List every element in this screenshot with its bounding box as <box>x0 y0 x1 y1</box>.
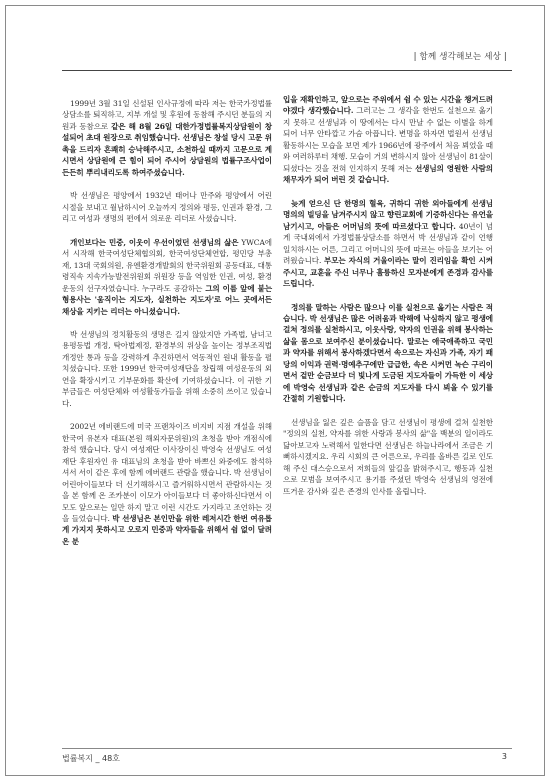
paragraph-text: 박 선생님의 정치활동의 생명은 길지 않았지만 가족법, 남녀고용평등법 개정, 탁아법제정, 환경부의 위상을 높이는 정부조직법 개정안 통과 등을 강력하게 추진하면서 역동적인 원내 활동을 펼치셨습니다. 또한 1999년 한국여성재단을 창립해 여성운동의 외연을 확장시키고 기부문화를 확산에 기여하셨습니다. 이 귀한 기부금들은 여성단체와 여성활동가들을 위해 소중히 쓰이고 있습니다. <box>62 329 272 408</box>
paragraph <box>283 417 493 497</box>
paragraph <box>62 98 272 178</box>
paragraph-emphasis: 정의를 말하는 사람은 많으나 이를 실천으로 옮기는 사람은 적습니다. 박 선생님은 많은 어려움과 박해에 낙심하지 않고 평생에 걸쳐 정의를 실천하시고, 이웃사랑, 약자의 인권을 위해 봉사하는 삶을 몸으로 보여주신 분이셨습니다. 말로는 애국애족하고 국민과 약자를 위해서 봉사하겠다면서 속으로는 자신과 가족, 자기 패당의 이익과 권력·명예추구에만 급급한, 속은 시커먼 녹슨 구리이면서 겉만 순금보다 더 빛나게 도금된 지도자들이 가득한 이 세상에 박영숙 선생님과 같은 순금의 지도자를 다시 뵈올 수 있기를 간절히 기원합니다. <box>283 302 493 404</box>
paragraph-emphasis: 개인보다는 민중, 이웃이 우선이었던 선생님의 삶은 <box>70 237 239 247</box>
paragraph-emphasis: 부모는 자식의 거울이라는 말이 진리임을 확인 시켜주시고, 교훈을 주신 너무나 훌륭하신 모자분에게 존경과 감사를 드립니다. <box>283 256 493 289</box>
footer-divider <box>62 748 512 749</box>
left-column <box>62 98 272 557</box>
header-divider <box>62 70 512 71</box>
paragraph-emphasis: 박 선생님은 본인만을 위한 레저시간 한번 여유롭게 가지지 못하시고 오로지 민중과 약자들을 위해서 쉼 없이 달려온 분 <box>62 514 272 546</box>
paragraph-text: 1999년 3월 31일 신설된 인사규정에 따라 저는 한국가정법률상담소를 퇴직하고, 지부 개설 및 후원에 동참해 주시던 분들의 지원과 동참으로 <box>62 99 272 131</box>
paragraph-emphasis: 그의 이름 앞에 붙는 형용사는 '움직이는 지도자, 실천하는 지도자'로 어느 곳에서든 채상을 지키는 리더는 아니셨습니다. <box>62 283 273 316</box>
paragraph-emphasis: 선생님의 영원한 사람의 채무자가 되어 버린 것 같습니다. <box>283 163 493 185</box>
paragraph <box>62 190 272 224</box>
paragraph-text: 2002년 에비랜드에 미국 프랜차이즈 비지비 지점 개설을 위해 한국여 유본자 대표(본원 해외자문위원)의 초청을 받아 개점식에 참석 했습니다. 당시 여성재단 이사장이신 박영숙 선생님도 여성재단 후원자인 유 대표님의 초청을 받아 바쁘신 와중에도 참석하셔서 서이 같은 후에 함께 에버랜드 관람을 했습니다. 박 선생님이 어린아이들보다 더 신기해하시고 즐거워하시면서 관람하시는 것을 본 함께 온 조카분이 이모가 아이들보다 더 좋아하신다면서 이모도 앞으로는 일만 하지 말고 이런 시간도 가지라고 조언하는 것을 들었습니다. <box>62 422 272 523</box>
paragraph-emphasis: 같은 해 8월 26일 대한가정법률복지상담원이 창설되어 초대 원장으로 취임했습니다. 선생님은 창설 당시 고문 위촉을 드리자 흔쾌히 승낙해주시고, 소천하실 때까지 고문으로 계시면서 상담원에 큰 힘이 되어 주시어 상담원의 법률구조사업이 든든히 뿌리내리도록 하여주셨습니다. <box>62 121 272 177</box>
paragraph-text: 그러고는 그 생각을 한번도 실천으로 옮기지 못하고 선생님과 이 땅에서는 다시 만날 수 없는 이별을 하게 되어 너무 안타깝고 가슴 아픕니다. 변명을 하자면 법원서 선생님 활동하시는 모습을 보면 제가 1966년에 광주에서 처음 뵈었을 때와 여러하루터 채행. 모습이 거의 변하시지 않아 선생님이 81살이 되셨다는 것을 전혀 인지하지 못해 저는 <box>283 106 493 173</box>
paragraph-emphasis: 입을 재확인하고, 앞으로는 주위에서 쉼 수 있는 시간을 챙겨드려야겠다 생각했습니다. <box>283 95 493 116</box>
paragraph-text: 박 선생님은 평양에서 1932년 태어나 만주와 평양에서 어린 시절을 보내고 월남하시어 오늘까지 정의와 평등, 인권과 환경, 그리고 여성과 생명의 편에서 의로운 리더로 사셨습니다. <box>62 191 272 224</box>
paragraph <box>283 94 493 186</box>
paragraph <box>62 421 272 547</box>
paragraph <box>283 198 493 290</box>
paragraph <box>283 302 493 405</box>
paragraph-emphasis: 늦게 얻으신 단 한명의 혈육, 귀하디 귀한 외아들에게 선생님 명의의 빌딩을 남겨주시지 않고 향린교회에 기증하신다는 유언을 남기시고, 아들은 어머님의 뜻에 따르셨다고 합니다. <box>283 198 493 231</box>
paragraph-text: 40년이 넘게 국내외에서 가정법률상담소를 하면서 박 선생님과 같이 언행일치하시는 어른, 그리고 어머니의 뜻에 따르는 아들을 보기는 어려웠습니다. <box>283 221 493 266</box>
paragraph-text: 선생님을 잃은 깊은 슬픔을 담고 선생님이 평생에 걸쳐 실천한 "정의의 실천, 약자를 위한 사랑과 봉사의 삶"을 백분의 일이라도 닮아보고자 노력해서 일한다면 선생님은 하늘나라에서 조금은 기뻐하시겠지요. 우리 시회의 큰 어른으로, 우리를 올바른 길로 인도해 주신 대스승으로서 저희들의 앞길을 밝혀주시고, 행동과 실천으로 모범을 보여주시고 용기를 주셨던 박영숙 선생님의 영전에 뜨거운 감사와 깊은 존경의 인사를 올립니다. <box>283 417 493 496</box>
publication-label: 법률복지 _ 48호 <box>62 754 120 763</box>
section-header: | 함께 생각해보는 세상 | <box>413 52 507 62</box>
paragraph <box>62 237 272 317</box>
paragraph <box>62 329 272 409</box>
right-column <box>283 94 493 509</box>
page-number: 3 <box>501 752 507 761</box>
paragraph-text: YWCA에서 시작해 한국여성단체협의회, 한국여성단체연합, 평민당 부총재, 13대 국회의원, 유엔환경개발회의 한국위원회 공동대표, 대통령직속 지속가능발전위원회 위원장 등을 역임한 인권, 여성, 환경운동의 선구자였습니다. 누구라도 공감하는 <box>62 237 272 293</box>
